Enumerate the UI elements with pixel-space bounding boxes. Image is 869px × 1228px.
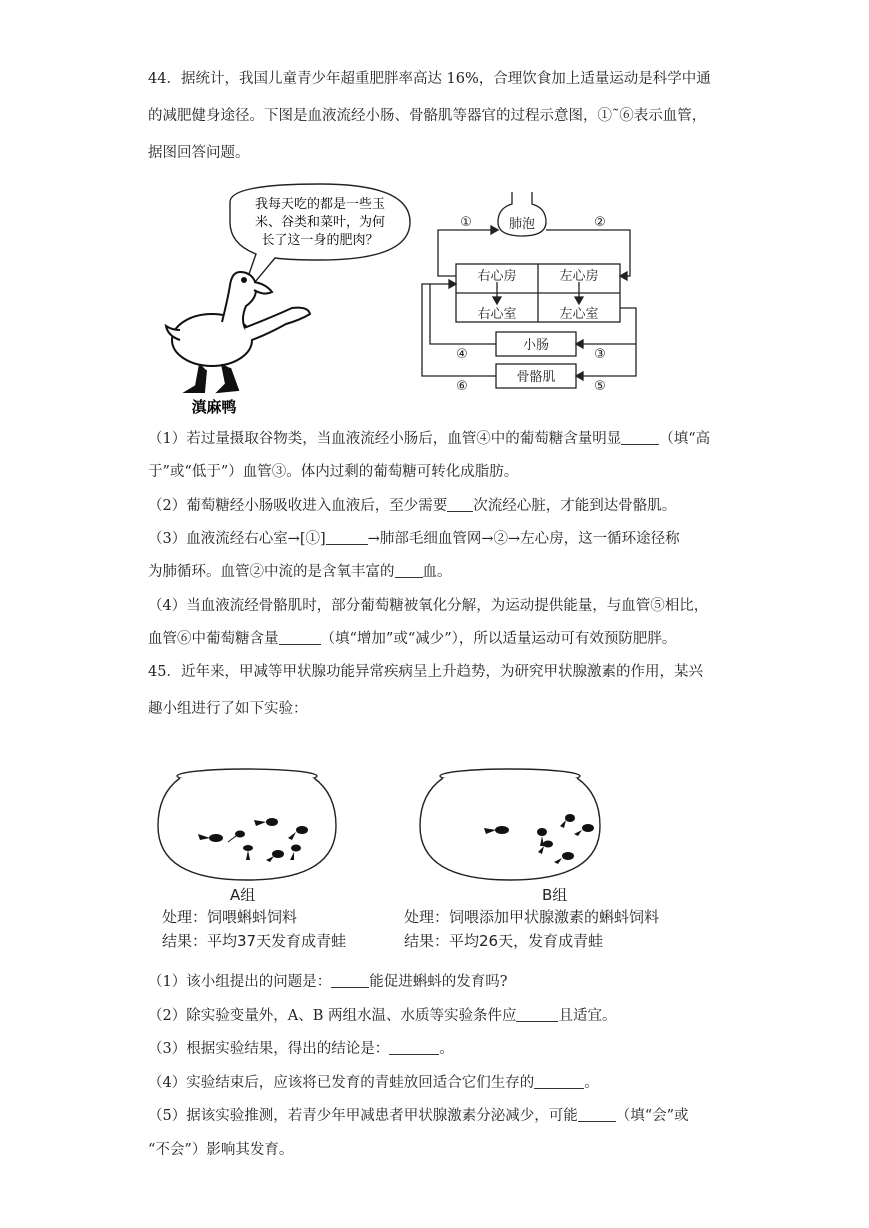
- answer-blank: [534, 1074, 584, 1090]
- q44-intro-line-2: 的减肥健身途径。下图是血液流经小肠、骨骼肌等器官的过程示意图，①˜⑥表示血管，: [148, 108, 707, 124]
- bowl-b: [420, 769, 600, 880]
- q44-figure: [160, 180, 650, 420]
- vessel-1-label: ①: [460, 215, 472, 230]
- bowl-a: [158, 769, 336, 880]
- q44-intro-line-1: 44．据统计，我国儿童青少年超重肥胖率高达 16%，合理饮食加上适量运动是科学中通: [148, 71, 711, 87]
- q45-intro-line-1: 45．近年来，甲减等甲状腺功能异常疾病呈上升趋势，为研究甲状腺激素的作用，某兴: [148, 664, 703, 680]
- q45-sub1: （1）该小组提出的问题是： 能促进蝌蚪的发育吗?: [148, 974, 508, 990]
- group-b-treatment: 处理：饲喂添加甲状腺激素的蝌蚪饲料: [404, 908, 660, 926]
- answer-blank: [395, 563, 423, 579]
- small-intestine-label: 小肠: [522, 338, 550, 353]
- group-b-result: 结果：平均26天，发育成青蛙: [404, 932, 604, 950]
- answer-blank: [578, 1107, 616, 1123]
- q45-intro-line-2: 趣小组进行了如下实验：: [148, 701, 308, 717]
- alveolus-label: 肺泡: [508, 217, 536, 232]
- duck-caption: 滇麻鸭: [191, 398, 237, 416]
- left-ventricle-label: 左心室: [559, 307, 599, 322]
- speech-line-1: 我每天吃的都是一些玉: [254, 197, 386, 212]
- q45-sub2: （2）除实验变量外，A、B 两组水温、水质等实验条件应 且适宜。: [148, 1008, 617, 1024]
- speech-line-3: 长了这一身的肥肉？: [261, 233, 379, 248]
- speech-line-2: 米、谷类和菜叶，为何: [254, 215, 386, 230]
- q45-sub5-line-1: （5）据该实验推测，若青少年甲减患者甲状腺激素分泌减少，可能 （填“会”或: [148, 1108, 689, 1124]
- q44-sub3-line-1: （3）血液流经右心室→[①] →肺部毛细血管网→②→左心房，这一循环途径称: [148, 531, 680, 547]
- vessel-4-label: ④: [456, 347, 468, 362]
- q45-sub5-line-2: “不会”）影响其发育。: [148, 1142, 294, 1158]
- q45-sub4: （4）实验结束后，应该将已发育的青蛙放回适合它们生存的 。: [148, 1075, 599, 1091]
- answer-blank: [279, 630, 321, 646]
- group-a-label: A组: [230, 886, 256, 904]
- left-atrium-label: 左心房: [559, 269, 599, 284]
- q45-sub3: （3）根据实验结果，得出的结论是： 。: [148, 1041, 454, 1057]
- right-atrium-label: 右心房: [477, 269, 517, 284]
- q44-intro-line-3: 据图回答问题。: [148, 145, 250, 161]
- duck-illustration: [166, 272, 310, 392]
- group-b-label: B组: [542, 886, 568, 904]
- right-ventricle-label: 右心室: [477, 307, 517, 322]
- vessel-3-label: ③: [594, 347, 606, 362]
- q44-sub3-line-2: 为肺循环。血管②中流的是含氧丰富的 血。: [148, 564, 452, 580]
- answer-blank: [621, 430, 659, 446]
- vessel-5-label: ⑤: [594, 379, 606, 394]
- answer-blank: [389, 1040, 439, 1056]
- vessel-6-label: ⑥: [456, 379, 468, 394]
- q44-sub4-line-2: 血管⑥中葡萄糖含量 （填“增加”或“减少”），所以适量运动可有效预防肥胖。: [148, 631, 677, 647]
- answer-blank: [516, 1007, 558, 1023]
- q44-sub1-line-1: （1）若过量摄取谷物类，当血液流经小肠后，血管④中的葡萄糖含量明显 （填“高: [148, 431, 711, 447]
- vessel-2-label: ②: [594, 215, 606, 230]
- answer-blank: [331, 973, 369, 989]
- group-a-result: 结果：平均37天发育成青蛙: [162, 932, 347, 950]
- answer-blank: [447, 497, 473, 513]
- group-a-treatment: 处理：饲喂蝌蚪饲料: [162, 908, 298, 926]
- q44-sub4-line-1: （4）当血液流经骨骼肌时，部分葡萄糖被氧化分解，为运动提供能量，与血管⑤相比，: [148, 598, 709, 614]
- skeletal-muscle-label: 骨骼肌: [516, 370, 556, 385]
- q44-sub2: （2）葡萄糖经小肠吸收进入血液后，至少需要 次流经心脏，才能到达骨骼肌。: [148, 498, 677, 514]
- q44-sub1-line-2: 于”或“低于”）血管③。体内过剩的葡萄糖可转化成脂肪。: [148, 464, 519, 480]
- q45-figure: [150, 760, 730, 960]
- answer-blank: [326, 530, 368, 546]
